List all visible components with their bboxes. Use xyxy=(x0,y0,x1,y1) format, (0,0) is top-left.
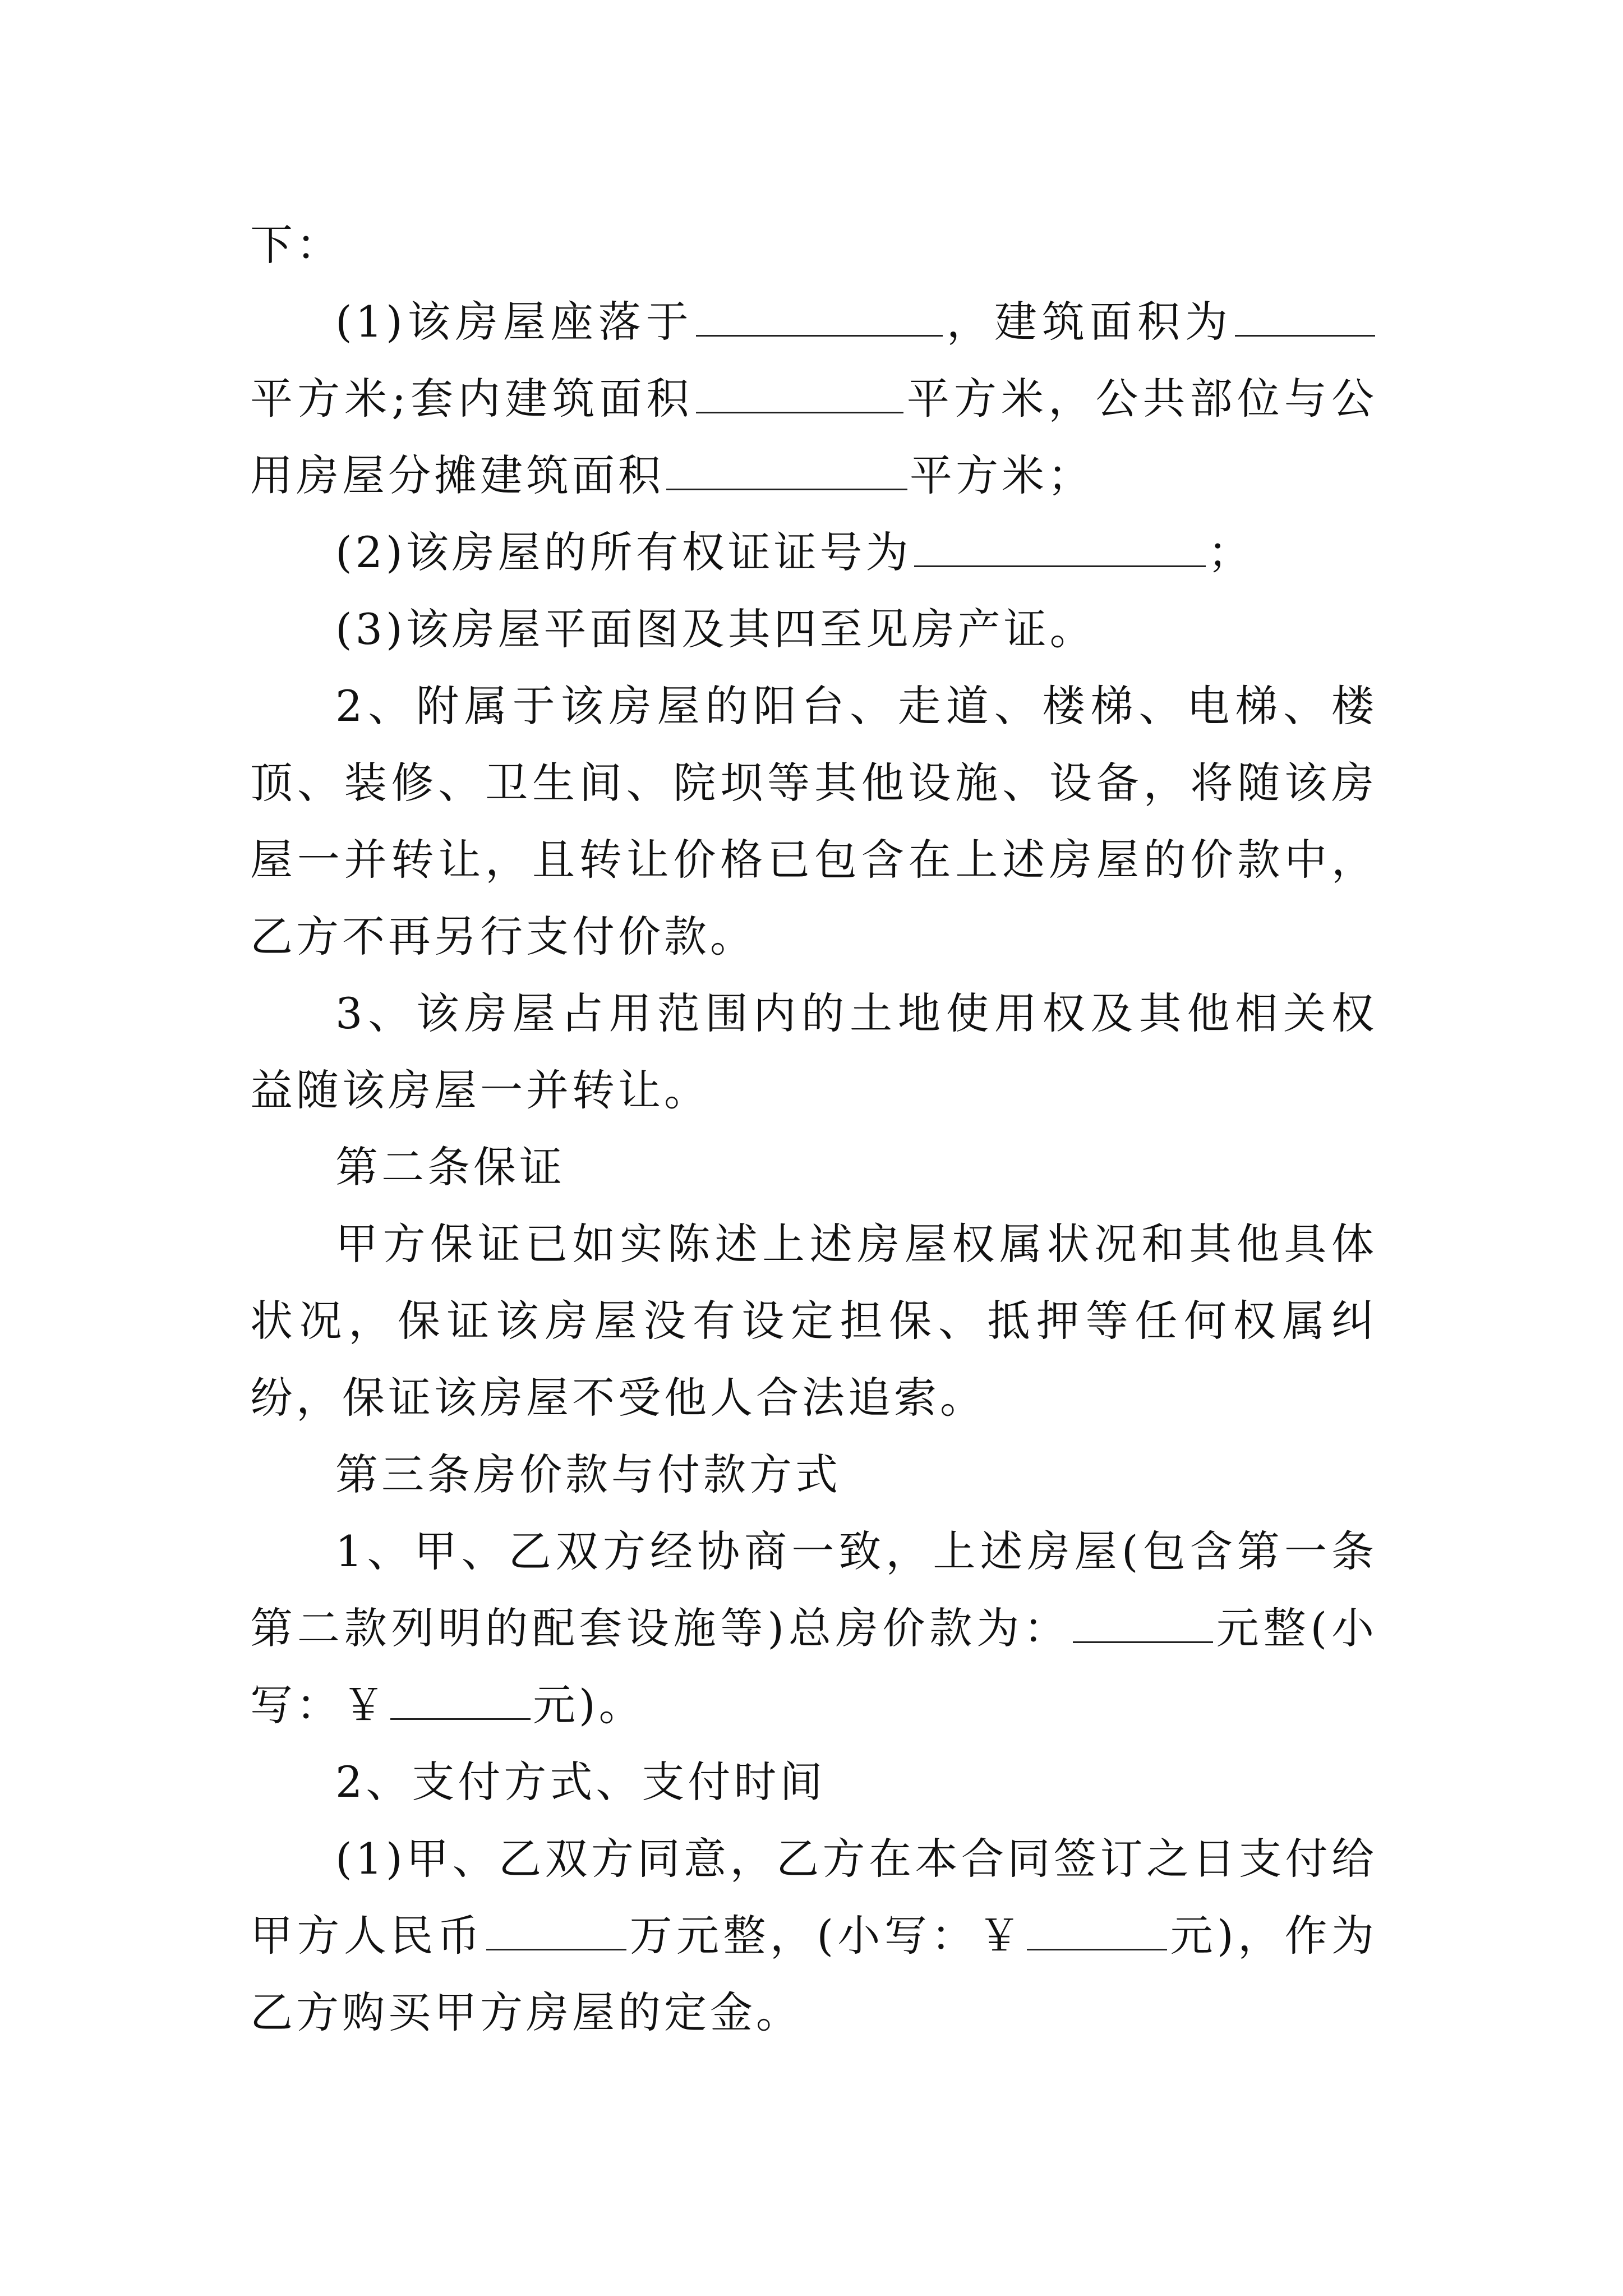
text-span: 下： xyxy=(250,220,342,270)
blank-shared-area xyxy=(666,444,907,490)
text-span: 1、甲、乙双方经协商一致，上述房屋(包含第一条第二款列明的配套设施等)总房价款为： xyxy=(250,1526,1377,1653)
blank-total-price xyxy=(1073,1596,1213,1643)
text-span: 元)。 xyxy=(533,1680,645,1730)
text-span: 万元整，(小写：￥ xyxy=(629,1911,1025,1961)
paragraph-deposit xyxy=(250,1820,1377,2051)
document-body xyxy=(250,206,1377,2051)
blank-total-price-numeric xyxy=(390,1673,531,1720)
text-span: 第三条房价款与付款方式 xyxy=(335,1450,841,1499)
text-span: ； xyxy=(1207,527,1254,577)
text-span: (2)该房屋的所有权证证号为 xyxy=(335,527,912,577)
text-span: ，建筑面积为 xyxy=(944,297,1233,347)
paragraph-certificate-number xyxy=(250,514,1377,591)
blank-deposit-amount xyxy=(486,1904,626,1950)
text-span: 2、支付方式、支付时间 xyxy=(335,1757,826,1807)
text-span: 2、附属于该房屋的阳台、走道、楼梯、电梯、楼顶、装修、卫生间、院坝等其他设施、设备，将随该房屋一并转让，且转让价格已包含在上述房屋的价款中，乙方不再另行支付价款。 xyxy=(250,681,1377,961)
text-span: 元)，作为乙方购买甲方房屋的定金。 xyxy=(250,1911,1377,2037)
paragraph-attached-facilities xyxy=(250,668,1377,975)
blank-address xyxy=(696,290,943,337)
paragraph-floor-plan xyxy=(250,591,1377,668)
text-span: (1)该房屋座落于 xyxy=(335,297,694,347)
section-heading-guarantee xyxy=(250,1129,1377,1205)
paragraph-total-price xyxy=(250,1513,1377,1743)
paragraph-guarantee xyxy=(250,1205,1377,1436)
paragraph-continuation xyxy=(250,206,1377,283)
text-span: 平方米，公共部位与公用房屋分摊建筑面积 xyxy=(250,374,1378,500)
blank-deposit-numeric xyxy=(1027,1904,1167,1950)
paragraph-payment-method xyxy=(250,1743,1377,1820)
text-span: 平方米； xyxy=(910,450,1094,500)
section-heading-price-payment xyxy=(250,1436,1377,1513)
text-span: 平方米;套内建筑面积 xyxy=(250,374,694,424)
blank-certificate-number xyxy=(914,521,1206,567)
text-span: 第二条保证 xyxy=(335,1142,565,1192)
text-span: 甲方保证已如实陈述上述房屋权属状况和其他具体状况，保证该房屋没有设定担保、抵押等任何权属纠纷，保证该房屋不受他人合法追索。 xyxy=(250,1219,1377,1423)
blank-building-area xyxy=(1235,290,1375,337)
text-span: (3)该房屋平面图及其四至见房产证。 xyxy=(335,604,1096,654)
paragraph-land-use-rights xyxy=(250,975,1377,1129)
blank-inner-area xyxy=(696,367,903,413)
text-span: 3、该房屋占用范围内的土地使用权及其他相关权益随该房屋一并转让。 xyxy=(250,988,1377,1115)
paragraph-house-location xyxy=(250,283,1377,514)
text-span: (1)甲、乙双方同意，乙方在本合同签订之日支付给甲方人民币 xyxy=(250,1834,1377,1961)
text-span: 元整(小写：￥ xyxy=(250,1603,1378,1730)
